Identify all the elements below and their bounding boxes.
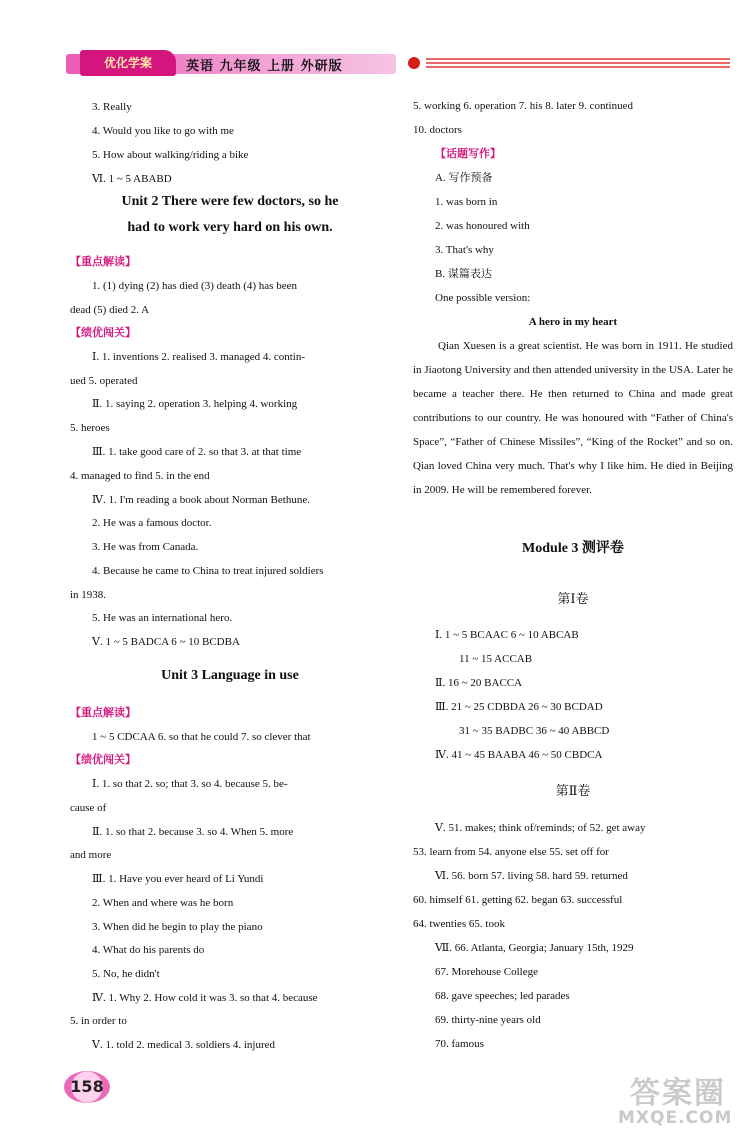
header-lines [426,58,730,68]
answer-line: 10. doctors [413,124,462,136]
answer-line: 3. That's why [435,244,494,256]
answer-line: 68. gave speeches; led parades [435,990,570,1002]
answer-line: 60. himself 61. getting 62. began 63. successful [413,894,623,906]
answer-line: 1. (1) dying (2) has died (3) death (4) has been [92,280,297,292]
section-tag: 【绩优闯关】 [70,753,136,766]
answer-line: Ⅶ. 66. Atlanta, Georgia; January 15th, 1929 [435,942,634,954]
essay-title: A hero in my heart [528,316,618,328]
answer-line: Ⅳ. 1. Why 2. How cold it was 3. so that 4. because [92,992,318,1004]
answer-line: A. 写作预备 [435,172,493,184]
answer-line: dead (5) died 2. A [70,304,150,316]
answer-line: 69. thirty-nine years old [435,1014,541,1026]
header-badge: 优化学案 [80,50,176,76]
answer-line: 67. Morehouse College [435,966,538,978]
answer-line: Ⅲ. 21 ~ 25 CDBDA 26 ~ 30 BCDAD [435,701,603,713]
answer-line: cause of [70,802,107,814]
page-number: 158 [70,1077,104,1096]
answer-line: 2. When and where was he born [92,897,234,909]
answer-line: Ⅴ. 1 ~ 5 BADCA 6 ~ 10 BCDBA [92,636,240,648]
unit2-heading: Unit 2 There were few doctors, so he [121,194,339,209]
answer-line: Ⅱ. 16 ~ 20 BACCA [435,677,523,689]
section-tag: 【重点解读】 [70,255,136,268]
answer-line: Ⅲ. 1. Have you ever heard of Li Yundi [92,873,264,885]
answer-line: 70. famous [435,1038,484,1050]
answer-line: Ⅰ. 1. so that 2. so; that 3. so 4. because 5. be- [92,778,288,790]
answer-line: 5. He was an international hero. [92,612,233,624]
answer-line: 1. was born in [435,196,498,208]
answer-line: 4. Would you like to go with me [92,125,234,137]
answer-line: 5. working 6. operation 7. his 8. later 9. continued [413,100,633,112]
answer-line: Ⅵ. 1 ~ 5 ABABD [92,173,172,185]
answer-line: 2. was honoured with [435,220,530,232]
section-tag: 【话题写作】 [435,147,501,160]
answer-line: Ⅴ. 51. makes; think of/reminds; of 52. get away [435,822,646,834]
answer-line: 3. Really [92,101,132,113]
unit2-heading-cont: had to work very hard on his own. [127,220,333,235]
section-tag: 【重点解读】 [70,706,136,719]
header-dot [408,57,420,69]
part-heading: 第Ⅱ卷 [555,783,591,798]
watermark [590,1068,740,1130]
watermark-logo: 答案圈 [630,1076,726,1111]
answer-line: Ⅳ. 41 ~ 45 BAABA 46 ~ 50 CBDCA [435,749,603,761]
answer-line: 4. What do his parents do [92,944,205,956]
answer-line: 4. managed to find 5. in the end [70,470,210,482]
answer-line: 1 ~ 5 CDCAA 6. so that he could 7. so clever that [92,731,311,743]
answer-line: 53. learn from 54. anyone else 55. set off for [413,846,609,858]
answer-line: ued 5. operated [70,375,138,387]
answer-line: 64. twenties 65. took [413,918,505,930]
header-title: 英语 九年级 上册 外研版 [186,59,343,74]
answer-line: Ⅰ. 1. inventions 2. realised 3. managed 4. contin- [92,351,305,363]
essay-body: Qian Xuesen is a great scientist. He was born in 1911. He studied in Jiaotong University and then attended university in the USA. Later he became a teacher there. He then returned to China and made great contributions to our country. He was honoured with “Father of China's Space”, “Father of Chinese Missiles”, “King of the Rocket” and so on. Qian loved China very much. That's why I like him. He died in Beijing in 2009. He will be remembered forever. [413,340,733,496]
answer-line: One possible version: [435,292,531,304]
answer-line: Ⅳ. 1. I'm reading a book about Norman Bethune. [92,494,310,506]
unit3-heading: Unit 3 Language in use [161,668,299,683]
page-number-badge [64,1071,110,1103]
section-tag: 【绩优闯关】 [70,326,136,339]
answer-line: in 1938. [70,589,107,601]
answer-line: 2. He was a famous doctor. [92,517,212,529]
watermark-url: MXQE.COM [618,1108,733,1128]
answer-line: and more [70,849,112,861]
answer-line: 5. No, he didn't [92,968,160,980]
answer-line: 5. heroes [70,422,110,434]
answer-line: 4. Because he came to China to treat injured soldiers [92,565,324,577]
answer-line: 5. in order to [70,1015,127,1027]
answer-line: 5. How about walking/riding a bike [92,149,249,161]
answer-line: 31 ~ 35 BADBC 36 ~ 40 ABBCD [459,725,610,737]
answer-line: 11 ~ 15 ACCAB [459,653,533,665]
answer-line: 3. He was from Canada. [92,541,199,553]
answer-line: Ⅱ. 1. so that 2. because 3. so 4. When 5. more [92,826,294,838]
answer-line: B. 谋篇表达 [435,268,492,280]
answer-line: Ⅵ. 56. born 57. living 58. hard 59. returned [435,870,628,882]
page-header [66,46,730,80]
answer-line: 3. When did he begin to play the piano [92,921,263,933]
answer-line: Ⅲ. 1. take good care of 2. so that 3. at that time [92,446,302,458]
answer-line: Ⅴ. 1. told 2. medical 3. soldiers 4. injured [92,1039,275,1051]
answer-line: Ⅱ. 1. saying 2. operation 3. helping 4. working [92,398,298,410]
module-heading: Module 3 测评卷 [522,541,624,556]
answer-line: Ⅰ. 1 ~ 5 BCAAC 6 ~ 10 ABCAB [435,629,579,641]
part-heading: 第Ⅰ卷 [557,591,589,606]
